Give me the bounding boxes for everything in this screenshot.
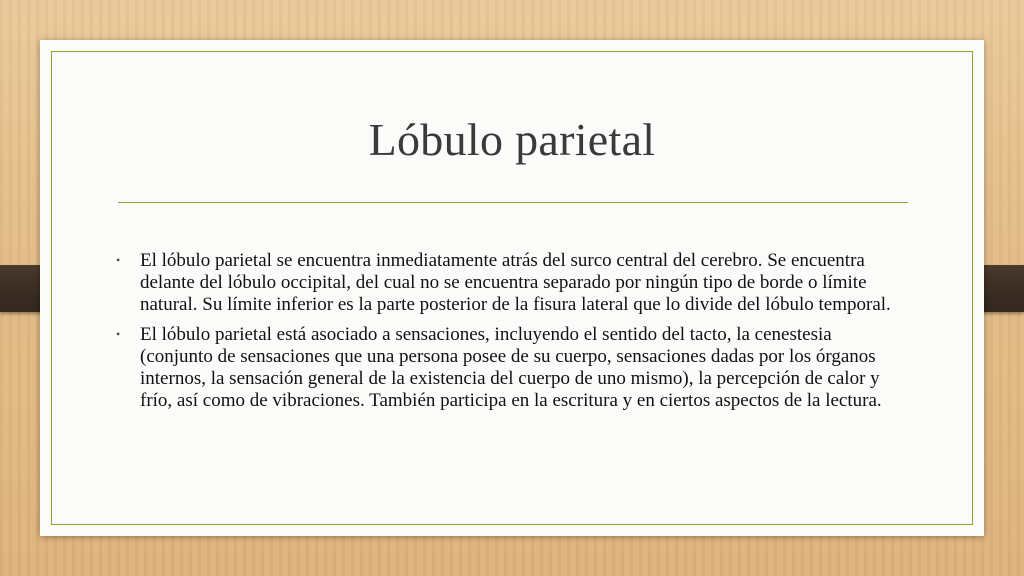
bullet-dot-icon: •	[116, 327, 121, 341]
title-underline-rule	[118, 202, 908, 203]
bullet-item	[116, 324, 906, 412]
bullet-text: El lóbulo parietal se encuentra inmediatamente atrás del surco central del cerebro. Se encuentra delante del lóbulo occipital, del cual no se encuentra separado por ningún tipo de borde o límite natural. Su límite inferior es la parte posterior de la fisura lateral que lo divide del lóbulo temporal.	[140, 250, 891, 315]
bullet-item	[116, 250, 906, 316]
slide-card	[40, 40, 984, 536]
slide-title: Lóbulo parietal	[368, 114, 656, 165]
bullet-text: El lóbulo parietal está asociado a sensaciones, incluyendo el sentido del tacto, la cenestesia (conjunto de sensaciones que una persona posee de su cuerpo, sensaciones dadas por los órganos internos, la sensación general de la existencia del cuerpo de uno mismo), la percepción de calor y frío, así como de vibraciones. También participa en la escritura y en ciertos aspectos de la lectura.	[140, 324, 882, 411]
bullet-dot-icon: •	[116, 253, 121, 267]
bullet-list	[116, 250, 906, 420]
